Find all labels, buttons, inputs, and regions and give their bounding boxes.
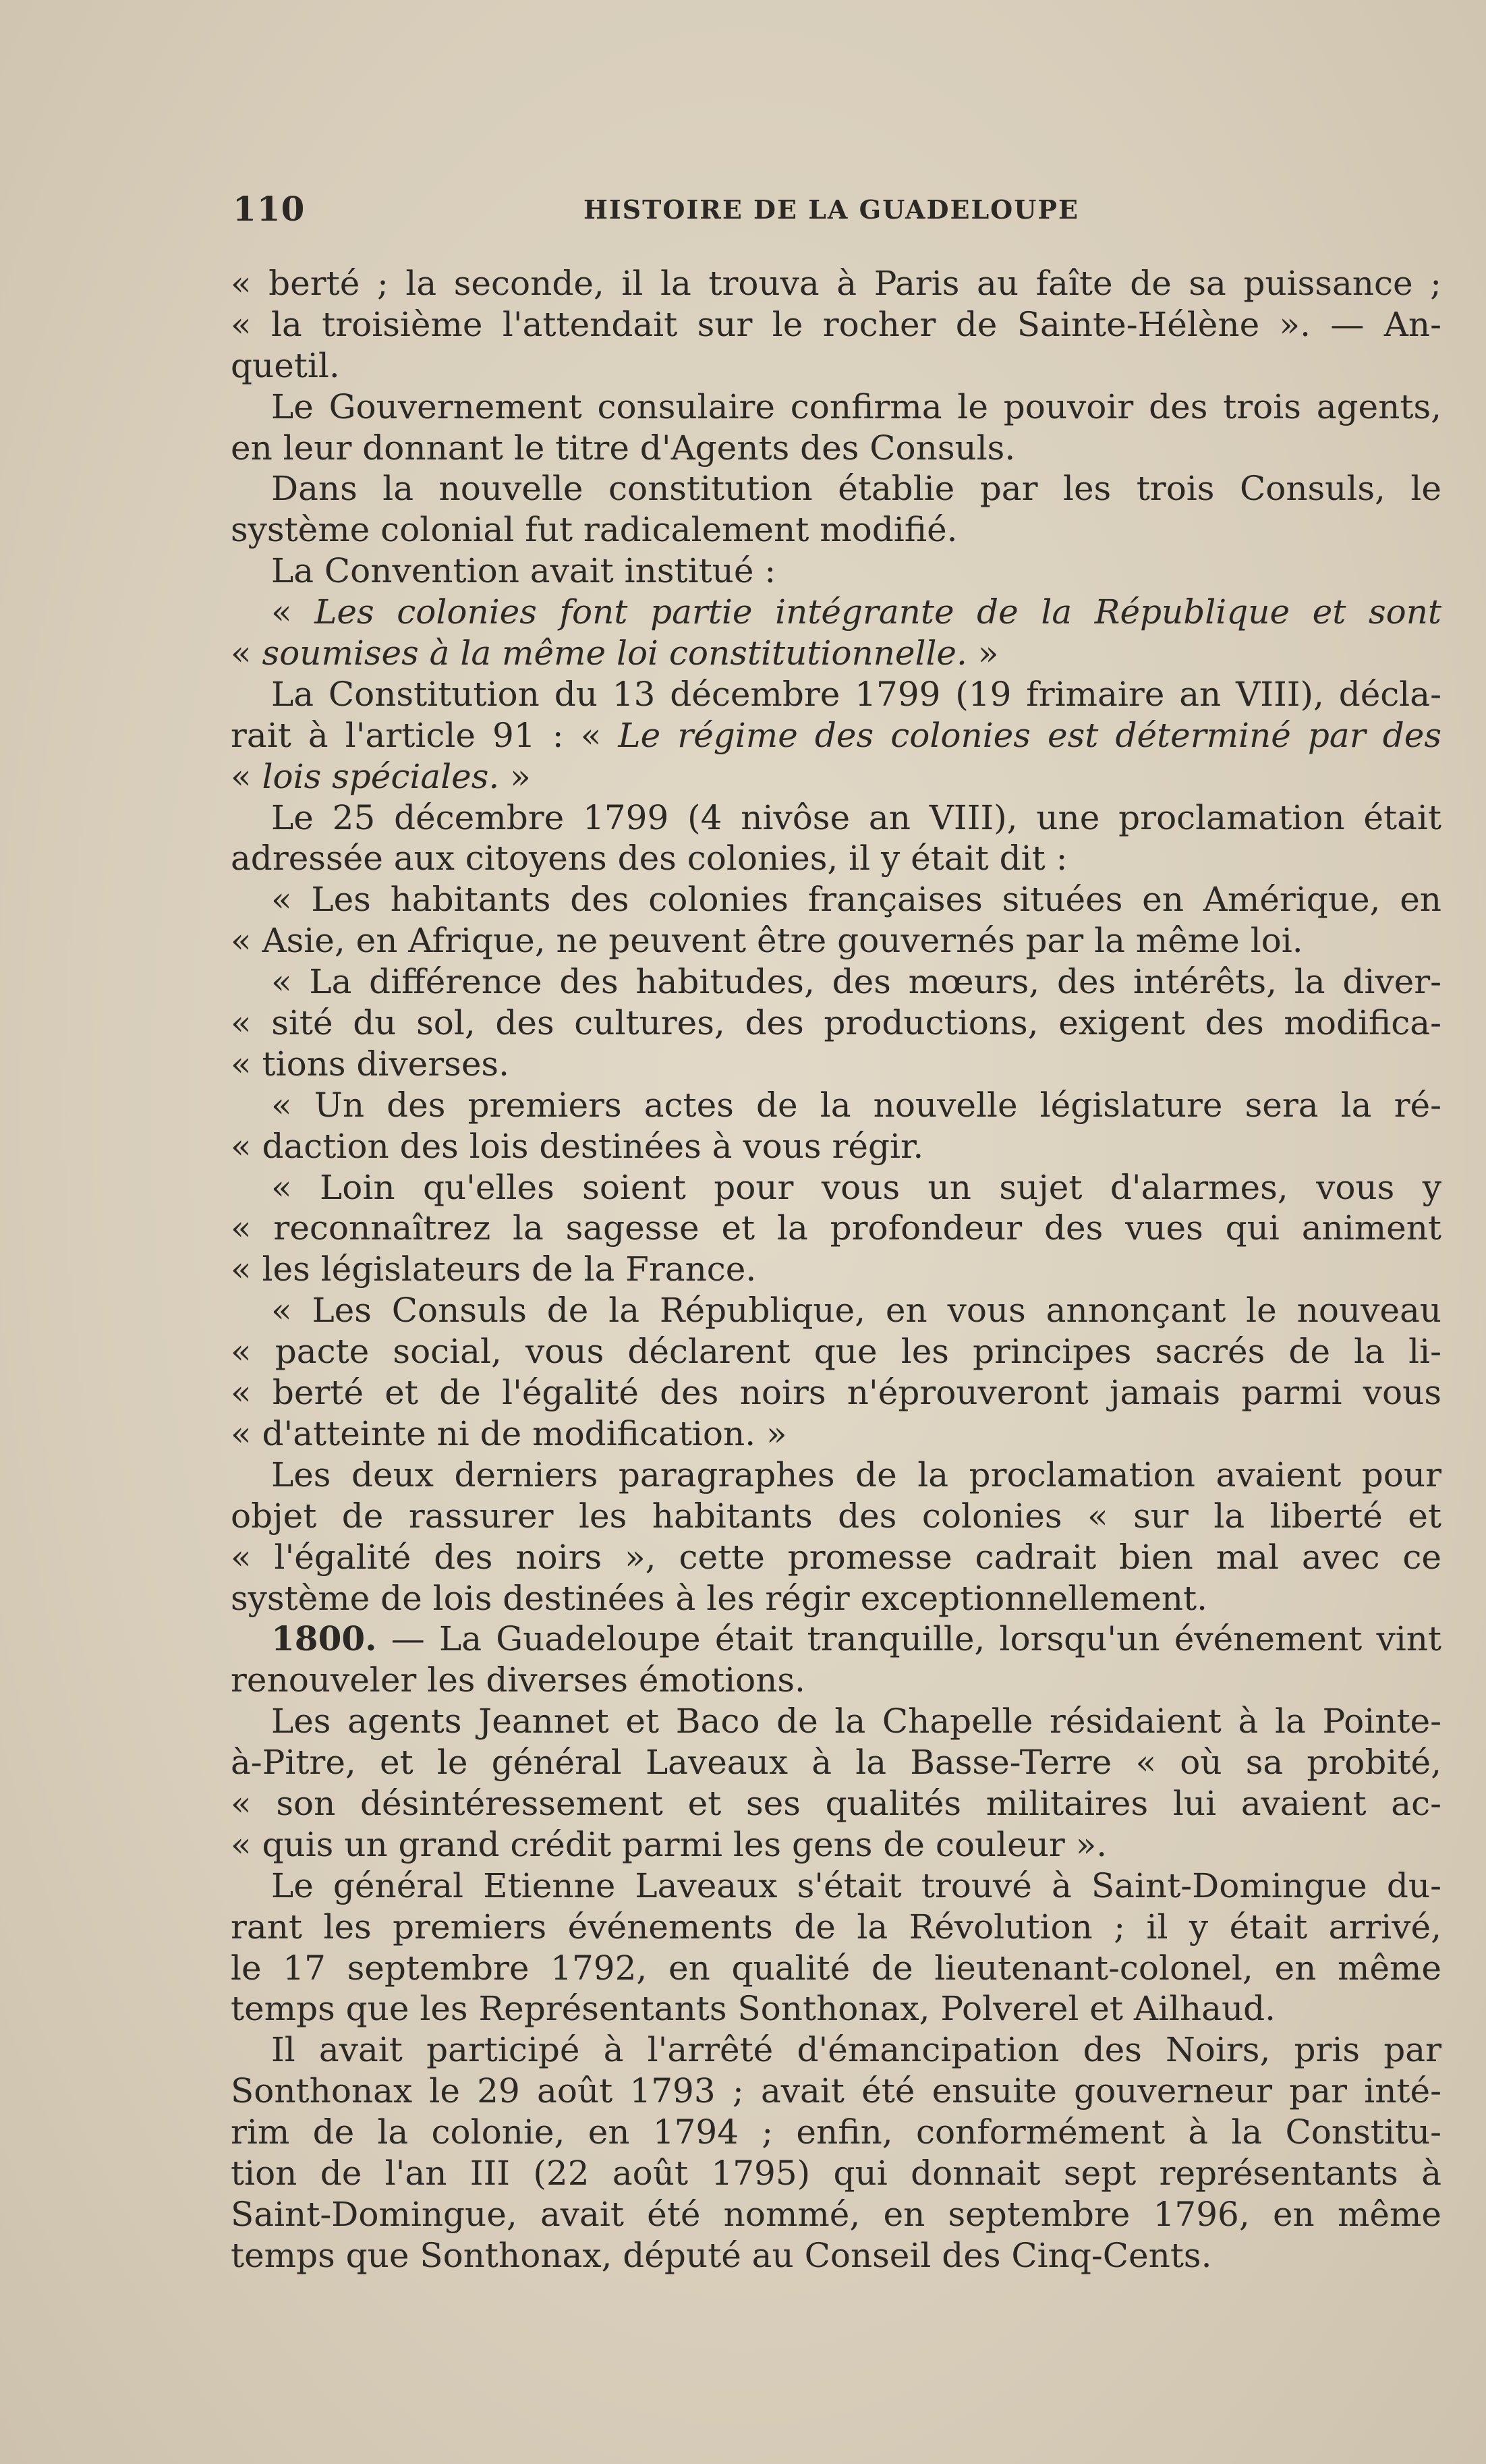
text-segment: « <box>231 756 262 796</box>
text-line <box>231 1701 1441 1742</box>
text-segment: La Convention avait institué : <box>271 551 776 591</box>
text-line <box>231 2029 1441 2071</box>
text-segment: système de lois destinées à les régir exceptionnellement. <box>231 1578 1207 1618</box>
text-segment: Il avait participé à l'arrêté d'émancipation des Noirs, pris par <box>271 2030 1441 2070</box>
text-segment: Le général Etienne Laveaux s'était trouvé à Saint-Domingue du- <box>271 1866 1441 1905</box>
text-segment: objet de rassurer les habitants des colonies « sur la liberté et <box>231 1496 1441 1536</box>
text-line <box>231 428 1441 469</box>
text-segment: « berté ; la seconde, il la trouva à Paris au faîte de sa puissance ; <box>231 264 1441 303</box>
text-line <box>231 1085 1441 1126</box>
text-segment: adressée aux citoyens des colonies, il y était dit : <box>231 839 1068 878</box>
text-segment: soumises à la même loi constitutionnelle. <box>262 634 967 673</box>
text-segment: Le 25 décembre 1799 (4 nivôse an VIII), une proclamation était <box>271 797 1441 837</box>
text-segment: système colonial fut radicalement modifié. <box>231 510 958 550</box>
text-line <box>231 1413 1441 1455</box>
text-line <box>231 1249 1441 1290</box>
text-line <box>231 304 1441 345</box>
text-line <box>231 1496 1441 1537</box>
text-segment: « berté et de l'égalité des noirs n'éprouveront jamais parmi vous <box>231 1373 1441 1413</box>
text-segment: « d'atteinte ni de modification. » <box>231 1413 787 1453</box>
text-line <box>231 961 1441 1003</box>
text-segment: Le Gouvernement consulaire confirma le pouvoir des trois agents, <box>271 387 1441 426</box>
text-line <box>231 2112 1441 2153</box>
text-line <box>231 345 1441 387</box>
text-segment: « tions diverses. <box>231 1044 509 1084</box>
text-line <box>231 1044 1441 1085</box>
text-line <box>231 1619 1441 1660</box>
text-segment: Le régime des colonies est déterminé par des <box>618 715 1441 755</box>
text-segment: renouveler les diverses émotions. <box>231 1660 805 1700</box>
text-segment: Les colonies font partie intégrante de la République et sont <box>314 592 1441 632</box>
text-line <box>231 1948 1441 1989</box>
text-line <box>231 879 1441 920</box>
text-segment: « <box>271 592 315 632</box>
text-line <box>231 1742 1441 1783</box>
text-segment: « les législateurs de la France. <box>231 1250 757 1289</box>
text-line <box>231 1907 1441 1948</box>
text-line <box>231 1455 1441 1496</box>
text-segment: « La différence des habitudes, des mœurs, des intérêts, la diver- <box>271 962 1441 1002</box>
text-segment: « sité du sol, des cultures, des productions, exigent des modifica- <box>231 1003 1441 1043</box>
text-segment: » <box>967 634 999 673</box>
text-segment: « son désintéressement et ses qualités militaires lui avaient ac- <box>231 1783 1441 1823</box>
text-line <box>231 263 1441 304</box>
text-segment: « la troisième l'attendait sur le rocher de Sainte-Hélène ». — An- <box>231 304 1441 344</box>
text-line <box>231 674 1441 715</box>
body-text <box>231 263 1441 2276</box>
text-line <box>231 838 1441 879</box>
text-segment: « <box>231 634 262 673</box>
text-line <box>231 2194 1441 2235</box>
text-line <box>231 1331 1441 1372</box>
text-segment: Saint-Domingue, avait été nommé, en septembre 1796, en même <box>231 2194 1441 2234</box>
text-segment: rait à l'article 91 : « <box>231 715 619 755</box>
text-segment: rant les premiers événements de la Révolution ; il y était arrivé, <box>231 1907 1441 1947</box>
text-segment: « l'égalité des noirs », cette promesse cadrait bien mal avec ce <box>231 1537 1441 1577</box>
text-line <box>231 1783 1441 1824</box>
text-line <box>231 1578 1441 1619</box>
running-title: HISTOIRE DE LA GUADELOUPE <box>583 194 1079 225</box>
text-line <box>231 1372 1441 1413</box>
text-line <box>231 797 1441 839</box>
text-line <box>231 633 1441 674</box>
page-number: 110 <box>233 189 306 229</box>
text-segment: « Un des premiers actes de la nouvelle législature sera la ré- <box>271 1085 1441 1125</box>
text-segment: « reconnaîtrez la sagesse et la profondeur des vues qui animent <box>231 1208 1441 1248</box>
text-line <box>231 1988 1441 2029</box>
text-line <box>231 509 1441 551</box>
text-segment: « Loin qu'elles soient pour vous un sujet d'alarmes, vous y <box>271 1167 1441 1207</box>
text-segment: Les deux derniers paragraphes de la proclamation avaient pour <box>271 1455 1441 1494</box>
text-line <box>231 551 1441 592</box>
text-segment: en leur donnant le titre d'Agents des Consuls. <box>231 428 1016 468</box>
text-segment: rim de la colonie, en 1794 ; enfin, conformément à la Constitu- <box>231 2112 1441 2152</box>
text-line <box>231 2153 1441 2194</box>
text-segment: « quis un grand crédit parmi les gens de couleur ». <box>231 1824 1108 1864</box>
text-segment: « Les Consuls de la République, en vous annonçant le nouveau <box>271 1291 1441 1331</box>
text-segment: La Constitution du 13 décembre 1799 (19 frimaire an VIII), décla- <box>271 674 1441 714</box>
text-line <box>231 2235 1441 2276</box>
text-line <box>231 2071 1441 2112</box>
text-segment: « Asie, en Afrique, ne peuvent être gouvernés par la même loi. <box>231 921 1303 961</box>
text-line <box>231 1824 1441 1866</box>
page-header <box>233 182 1440 236</box>
text-segment: » <box>499 756 531 796</box>
text-line <box>231 756 1441 797</box>
text-line <box>231 1660 1441 1701</box>
text-line <box>231 920 1441 961</box>
text-line <box>231 715 1441 756</box>
text-segment: Dans la nouvelle constitution établie par les trois Consuls, le <box>271 469 1441 509</box>
text-line <box>231 1208 1441 1249</box>
text-segment: — La Guadeloupe était tranquille, lorsqu'un événement vint <box>376 1619 1441 1659</box>
text-line <box>231 1126 1441 1167</box>
text-segment: Les agents Jeannet et Baco de la Chapelle résidaient à la Pointe- <box>271 1702 1441 1741</box>
text-segment: Sonthonax le 29 août 1793 ; avait été ensuite gouverneur par inté- <box>231 2071 1441 2111</box>
text-segment: lois spéciales. <box>262 756 500 796</box>
text-segment: « Les habitants des colonies françaises situées en Amérique, en <box>271 880 1441 920</box>
text-line <box>231 592 1441 633</box>
text-segment: « pacte social, vous déclarent que les principes sacrés de la li- <box>231 1332 1441 1372</box>
text-segment: 1800. <box>271 1619 377 1659</box>
text-segment: quetil. <box>231 345 340 385</box>
text-segment: tion de l'an III (22 août 1795) qui donnait sept représentants à <box>231 2153 1441 2193</box>
text-segment: à-Pitre, et le général Laveaux à la Basse-Terre « où sa probité, <box>231 1743 1441 1783</box>
text-line <box>231 1003 1441 1044</box>
text-line <box>231 1537 1441 1578</box>
text-line <box>231 1290 1441 1331</box>
text-segment: temps que les Représentants Sonthonax, Polverel et Ailhaud. <box>231 1989 1276 2029</box>
text-line <box>231 387 1441 428</box>
text-line <box>231 468 1441 509</box>
text-line <box>231 1167 1441 1208</box>
text-segment: temps que Sonthonax, député au Conseil des Cinq-Cents. <box>231 2235 1212 2275</box>
text-line <box>231 1866 1441 1907</box>
text-segment: « daction des lois destinées à vous régir. <box>231 1126 924 1166</box>
text-segment: le 17 septembre 1792, en qualité de lieutenant-colonel, en même <box>231 1948 1441 1988</box>
